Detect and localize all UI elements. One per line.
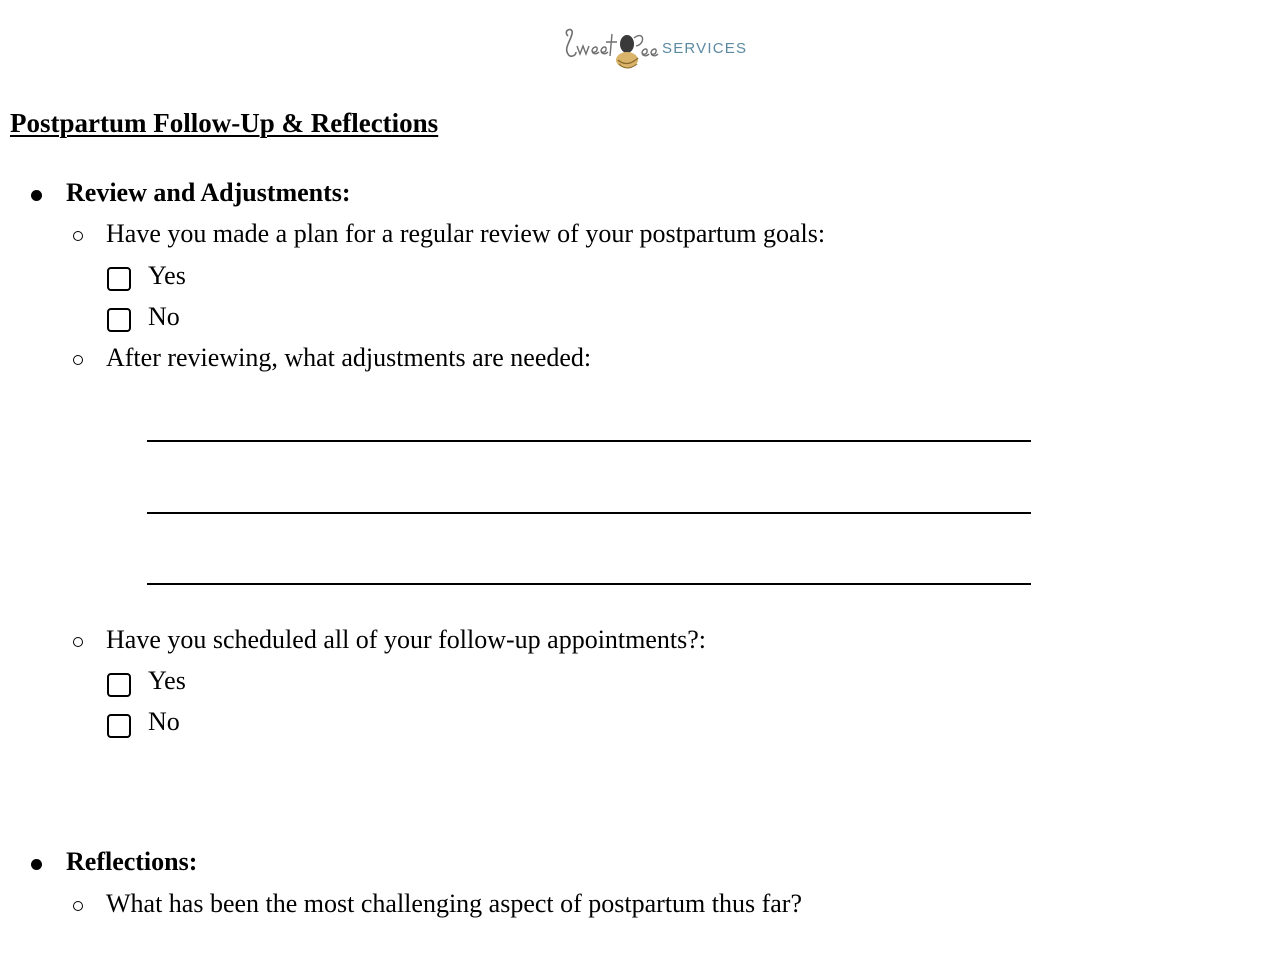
option-label-yes: Yes	[148, 666, 186, 695]
question-bullet	[73, 901, 83, 911]
answer-line-3[interactable]	[147, 583, 1031, 585]
question-most-challenging: What has been the most challenging aspect of postpartum thus far?	[106, 889, 803, 918]
checkbox-review-plan-no[interactable]	[107, 308, 131, 332]
page-title: Postpartum Follow-Up & Reflections	[10, 108, 439, 138]
question-adjustments: After reviewing, what adjustments are needed:	[106, 343, 592, 372]
sweet-bee-script-logo	[560, 22, 670, 74]
question-review-plan: Have you made a plan for a regular review of your postpartum goals:	[106, 219, 826, 248]
option-label-no: No	[148, 707, 180, 736]
logo-services-text: SERVICES	[662, 40, 748, 57]
answer-line-1[interactable]	[147, 440, 1031, 442]
question-follow-up-appointments: Have you scheduled all of your follow-up appointments?:	[106, 625, 707, 654]
option-label-no: No	[148, 302, 180, 331]
question-bullet	[73, 231, 83, 241]
section-heading-reflections: Reflections:	[66, 847, 198, 876]
question-bullet	[73, 355, 83, 365]
section-bullet	[31, 859, 42, 870]
checkbox-appointments-no[interactable]	[107, 714, 131, 738]
option-label-yes: Yes	[148, 261, 186, 290]
checkbox-review-plan-yes[interactable]	[107, 267, 131, 291]
answer-line-2[interactable]	[147, 512, 1031, 514]
checkbox-appointments-yes[interactable]	[107, 673, 131, 697]
section-bullet	[31, 190, 42, 201]
question-bullet	[73, 637, 83, 647]
section-heading-review: Review and Adjustments:	[66, 178, 351, 207]
sweet-bee-services-logo	[560, 22, 750, 74]
